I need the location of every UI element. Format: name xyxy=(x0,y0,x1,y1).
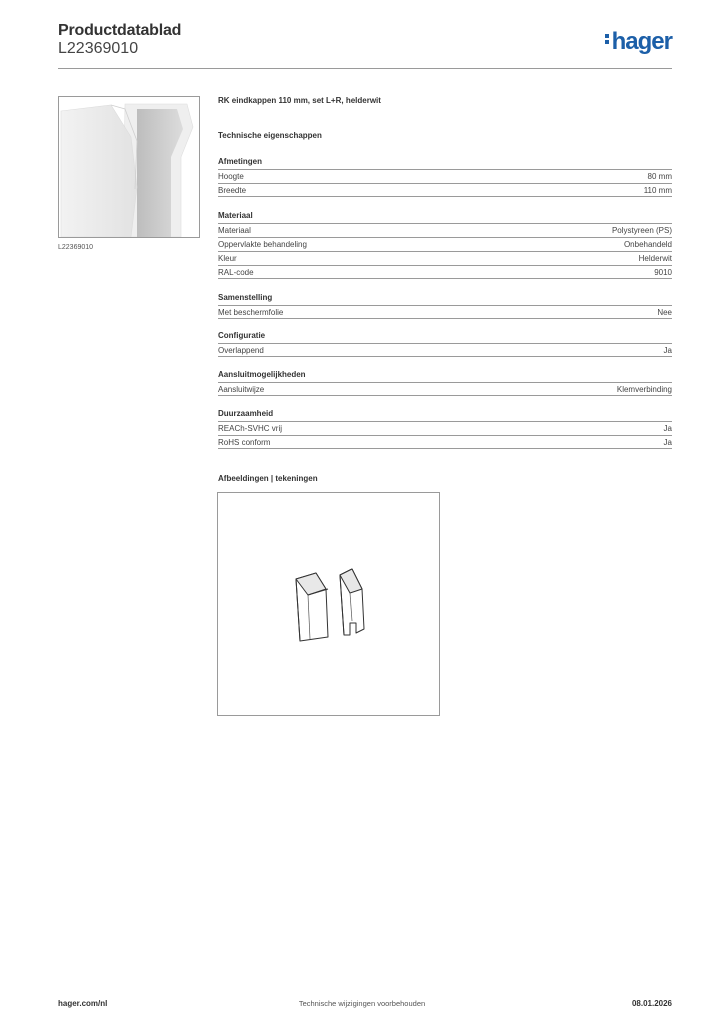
spec-label: RoHS conform xyxy=(218,438,271,447)
logo-text: hager xyxy=(611,28,672,55)
document-title: Productdatablad xyxy=(58,22,182,39)
footer-disclaimer: Technische wijzigingen voorbehouden xyxy=(298,999,426,1008)
spec-section-title: Aansluitmogelijkheden xyxy=(218,370,306,379)
spec-row xyxy=(218,251,672,265)
spec-label: Kleur xyxy=(218,254,237,263)
spec-value: Ja xyxy=(663,424,672,433)
spec-value: 80 mm xyxy=(647,172,672,181)
spec-row xyxy=(218,265,672,279)
drawings-heading: Afbeeldingen | tekeningen xyxy=(218,474,318,483)
spec-section-title: Afmetingen xyxy=(218,157,262,166)
spec-row xyxy=(218,435,672,449)
photo-caption: L22369010 xyxy=(58,244,94,251)
spec-row xyxy=(218,237,672,251)
spec-value: Klemverbinding xyxy=(616,385,672,394)
product-name: RK eindkappen 110 mm, set L+R, helderwit xyxy=(218,96,381,105)
product-drawing xyxy=(217,492,440,716)
end-cap-drawing-icon xyxy=(218,493,439,715)
spec-label: Met beschermfolie xyxy=(218,308,284,317)
spec-value: 110 mm xyxy=(643,186,672,195)
spec-section-title: Samenstelling xyxy=(218,293,273,302)
footer-date: 08.01.2026 xyxy=(631,999,672,1008)
end-cap-photo-icon xyxy=(59,97,199,237)
spec-value: 9010 xyxy=(654,268,672,277)
spec-label: Materiaal xyxy=(218,226,251,235)
header-divider xyxy=(58,68,672,69)
spec-value: Ja xyxy=(663,438,672,447)
logo-dots-icon xyxy=(605,32,610,46)
spec-row xyxy=(218,382,672,396)
technical-properties-heading: Technische eigenschappen xyxy=(218,131,322,140)
spec-label: REACh-SVHC vrij xyxy=(218,424,283,433)
product-code: L22369010 xyxy=(58,40,139,57)
spec-section-title: Configuratie xyxy=(218,331,266,340)
spec-label: Breedte xyxy=(218,186,247,195)
footer-website-link[interactable]: hager.com/nl xyxy=(58,999,108,1008)
spec-label: Aansluitwijze xyxy=(218,385,265,394)
spec-row xyxy=(218,305,672,319)
spec-value: Ja xyxy=(663,346,672,355)
spec-section-title: Materiaal xyxy=(218,211,253,220)
spec-label: Overlappend xyxy=(218,346,264,355)
spec-value: Onbehandeld xyxy=(623,240,672,249)
spec-label: RAL-code xyxy=(218,268,254,277)
spec-value: Helderwit xyxy=(638,254,672,263)
product-photo xyxy=(58,96,200,238)
hager-logo xyxy=(605,28,672,56)
spec-row xyxy=(218,223,672,237)
spec-label: Hoogte xyxy=(218,172,244,181)
spec-label: Oppervlakte behandeling xyxy=(218,240,307,249)
spec-row xyxy=(218,421,672,435)
spec-value: Nee xyxy=(657,308,672,317)
spec-row xyxy=(218,183,672,197)
spec-row xyxy=(218,169,672,183)
spec-row xyxy=(218,343,672,357)
spec-value: Polystyreen (PS) xyxy=(611,226,672,235)
spec-section-title: Duurzaamheid xyxy=(218,409,274,418)
